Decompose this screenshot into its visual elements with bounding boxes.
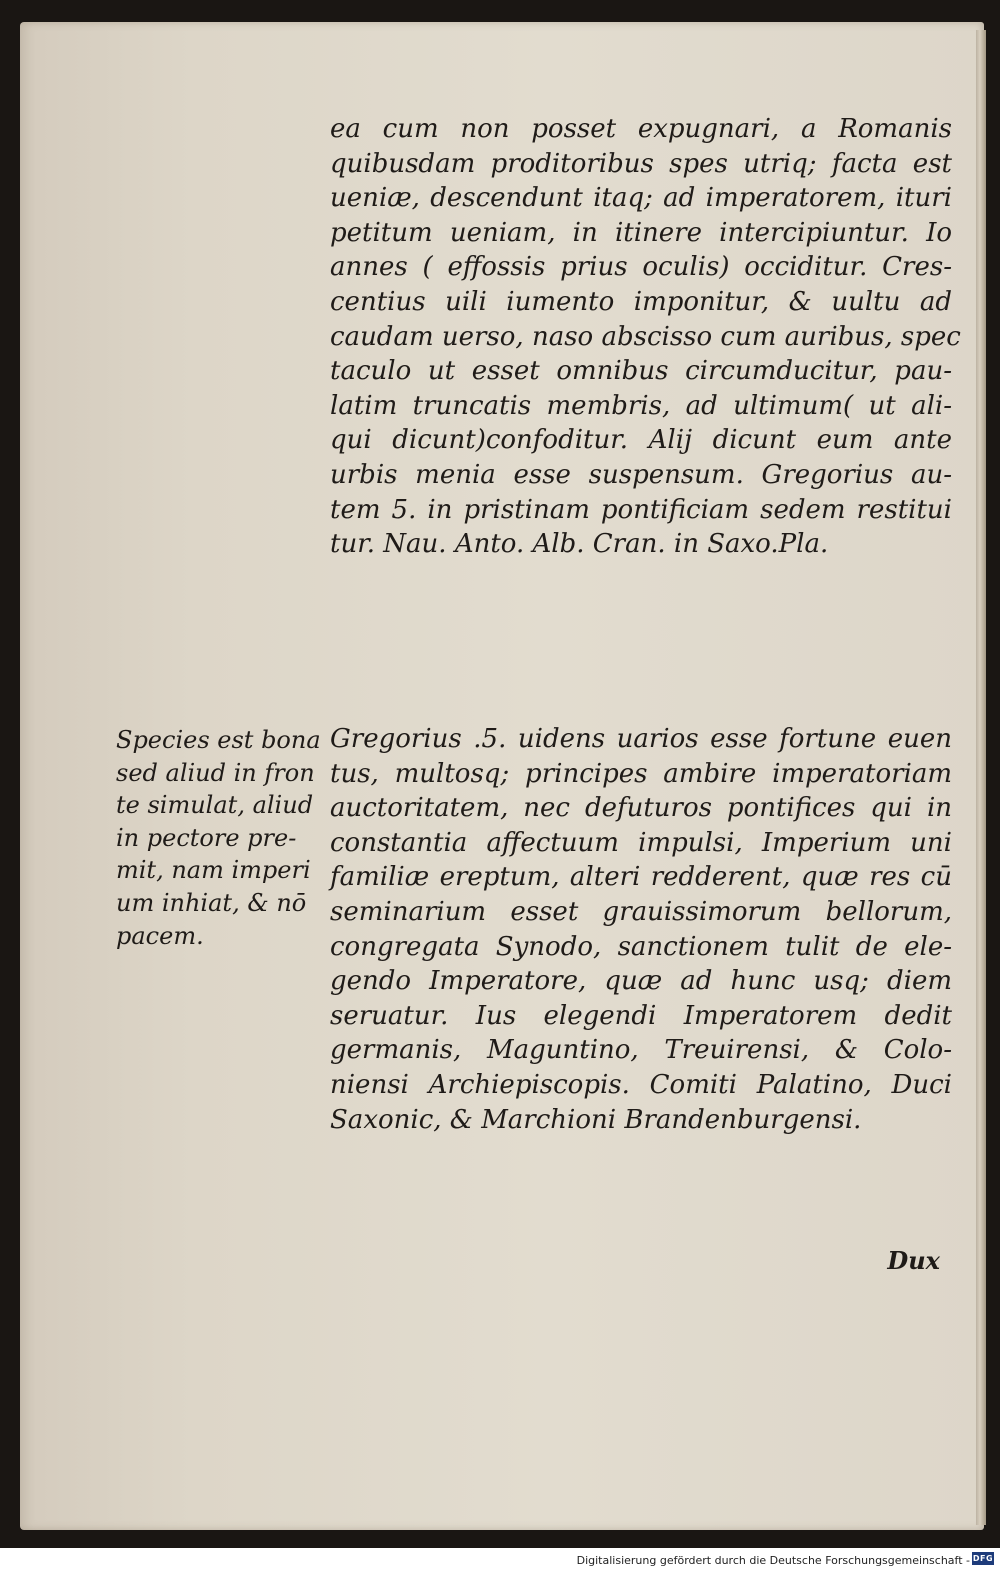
paragraph-2-line: congregata Synodo, sanctionem tulit de ele-	[330, 931, 952, 962]
marginal-note-line: te simulat, aliud	[116, 791, 314, 820]
paragraph-1-line: latim truncatis membris, ad ultimum( ut ali-	[330, 390, 952, 421]
marginal-note-line: pacem.	[116, 921, 204, 950]
marginal-note-line: Species est bona	[116, 726, 321, 754]
paragraph-2-line: constantia affectuum impulsi, Imperium uni	[330, 827, 952, 858]
paragraph-2-line: auctoritatem, nec defuturos pontifices qui in	[330, 793, 952, 824]
paragraph-1-line: tur. Nau. Anto. Alb. Cran. in Saxo.Pla.	[330, 529, 829, 560]
marginal-note-line: mit, nam imperi	[116, 856, 311, 885]
paragraph-2-line: seruatur. Ius elegendi Imperatorem dedit	[330, 1000, 952, 1031]
paragraph-1-line: petitum ueniam, in itinere intercipiuntur. Io	[330, 217, 952, 248]
paragraph-1-line: ueniæ, descendunt itaq; ad imperatorem, ituri	[330, 183, 952, 214]
paragraph-2-line: Saxonic, & Marchioni Brandenburgensi.	[330, 1104, 862, 1135]
paragraph-2-line: seminarium esset grauissimorum bellorum,	[330, 896, 952, 927]
dfg-logo: DFG	[972, 1554, 994, 1563]
paragraph-1-line: quibusdam proditoribus spes utriq; facta est	[330, 148, 952, 179]
paragraph-2-line: tus, multosq; principes ambire imperatoriam	[330, 758, 952, 789]
paragraph-2-line: gendo Imperatore, quæ ad hunc usq; diem	[330, 966, 952, 997]
paragraph-1-line: centius uili iumento imponitur, & uultu ad	[330, 286, 952, 317]
marginal-note-line: sed aliud in fron	[116, 758, 315, 787]
paragraph-1-line: annes ( effossis prius oculis) occiditur. Cres-	[330, 252, 952, 283]
paragraph-2-line: familiæ ereptum, alteri redderent, quæ res cū	[330, 862, 952, 893]
paragraph-1-line: caudam uerso, naso abscisso cum auribus, spec	[330, 321, 961, 352]
paragraph-2-line: niensi Archiepiscopis. Comiti Palatino, Duci	[330, 1069, 952, 1100]
page-edge	[976, 30, 986, 1525]
paragraph-2-line: germanis, Maguntino, Treuirensi, & Colo-	[330, 1035, 952, 1066]
paragraph-1-line: tem 5. in pristinam pontificiam sedem restitui	[330, 494, 952, 525]
paragraph-2	[330, 722, 952, 1137]
marginal-note	[116, 724, 340, 952]
footer-credit: Digitalisierung gefördert durch die Deutsche Forschungsgemeinschaft -	[576, 1554, 970, 1567]
paragraph-1-line: ea cum non posset expugnari, a Romanis	[330, 114, 952, 144]
paragraph-1-line: qui dicunt)confoditur. Alij dicunt eum ante	[330, 425, 952, 456]
paragraph-1-line: taculo ut esset omnibus circumducitur, pau-	[330, 356, 952, 387]
paragraph-1-line: urbis menia esse suspensum. Gregorius au-	[330, 459, 952, 490]
paragraph-1	[330, 112, 961, 562]
marginal-note-line: in pectore pre-	[116, 823, 297, 852]
catchword: Dux	[887, 1246, 940, 1275]
marginal-note-line: um inhiat, & nō	[116, 888, 307, 917]
paragraph-2-line: Gregorius .5. uidens uarios esse fortune euen	[330, 724, 952, 754]
